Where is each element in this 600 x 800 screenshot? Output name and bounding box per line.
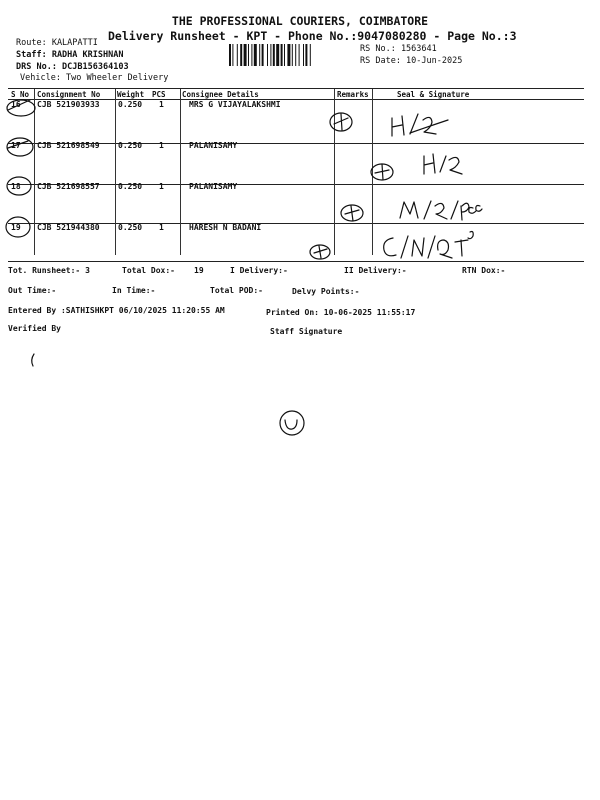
i-delivery: I Delivery:- bbox=[230, 266, 288, 275]
rs-number: RS No.: 1563641 bbox=[360, 44, 437, 54]
company-title: THE PROFESSIONAL COURIERS, COIMBATORE bbox=[171, 14, 429, 28]
column-header-weight: Weight bbox=[117, 90, 145, 99]
route-label: Route: KALAPATTI bbox=[16, 38, 98, 48]
column-header-sno: S No bbox=[11, 90, 30, 99]
row-consignment-no: CJB 521698549 bbox=[37, 141, 100, 150]
in-time: In Time:- bbox=[112, 286, 156, 295]
total-runsheet: Tot. Runsheet:- 3 bbox=[8, 266, 90, 275]
row-weight: 0.250 bbox=[118, 100, 143, 109]
out-time: Out Time:- bbox=[8, 286, 57, 295]
column-header-remarks: Remarks bbox=[337, 90, 369, 99]
barcode-icon bbox=[229, 44, 353, 66]
staff-label: Staff: RADHA KRISHNAN bbox=[16, 50, 124, 60]
staff-signature-label: Staff Signature bbox=[270, 327, 343, 336]
column-divider bbox=[372, 89, 373, 255]
column-divider bbox=[180, 89, 181, 255]
verified-by: Verified By bbox=[8, 324, 61, 333]
signature-stroke bbox=[424, 154, 462, 174]
signature-stroke bbox=[392, 114, 436, 136]
signature-stroke bbox=[400, 201, 482, 220]
total-pod: Total POD:- bbox=[210, 286, 263, 295]
rtn-dox: RTN Dox:- bbox=[462, 266, 506, 275]
row-consignment-no: CJB 521903933 bbox=[37, 100, 100, 109]
remarks-mark bbox=[341, 205, 363, 221]
ii-delivery: II Delivery:- bbox=[344, 266, 407, 275]
row-consignment-no: CJB 521944380 bbox=[37, 223, 100, 232]
row-pcs: 1 bbox=[159, 141, 164, 150]
row-consignee: PALANISAMY bbox=[189, 141, 238, 150]
column-header-consignment: Consignment No bbox=[37, 90, 101, 99]
row-weight: 0.250 bbox=[118, 182, 143, 191]
rs-date: RS Date: 10-Jun-2025 bbox=[360, 56, 463, 66]
column-divider bbox=[34, 89, 35, 255]
row-weight: 0.250 bbox=[118, 223, 143, 232]
remarks-mark bbox=[310, 245, 330, 259]
row-pcs: 1 bbox=[159, 100, 164, 109]
row-consignee: HARESH N BADANI bbox=[189, 223, 262, 232]
row-sno: 19 bbox=[11, 223, 21, 232]
column-divider bbox=[334, 89, 335, 255]
row-consignee: MRS G VIJAYALAKSHMI bbox=[189, 100, 281, 109]
column-divider bbox=[115, 89, 116, 255]
row-sno: 16 bbox=[11, 100, 21, 109]
row-consignment-no: CJB 521698557 bbox=[37, 182, 100, 191]
row-pcs: 1 bbox=[159, 223, 164, 232]
circled-mark bbox=[280, 411, 304, 435]
row-consignee: PALANISAMY bbox=[189, 182, 238, 191]
table-bottom-rule bbox=[8, 261, 584, 262]
row-sno: 17 bbox=[11, 141, 21, 150]
total-dox-value: 19 bbox=[194, 266, 204, 275]
printed-on: Printed On: 10-06-2025 11:55:17 bbox=[266, 308, 416, 317]
row-weight: 0.250 bbox=[118, 141, 143, 150]
table-top-rule bbox=[8, 88, 584, 89]
column-header-consignee: Consignee Details bbox=[182, 90, 259, 99]
row-pcs: 1 bbox=[159, 182, 164, 191]
signature-stroke bbox=[384, 232, 474, 259]
runsheet-subtitle: Delivery Runsheet - KPT - Phone No.:9047080280 - Page No.:3 bbox=[108, 29, 517, 43]
vehicle-label: Vehicle: Two Wheeler Delivery bbox=[20, 73, 169, 83]
column-header-seal-signature: Seal & Signature bbox=[397, 90, 470, 99]
remarks-mark bbox=[371, 164, 393, 180]
stray-mark bbox=[32, 354, 34, 366]
delivery-points: Delvy Points:- bbox=[292, 287, 360, 296]
drs-number: DRS No.: DCJB156364103 bbox=[16, 62, 129, 72]
entered-by: Entered By :SATHISHKPT 06/10/2025 11:20:55 AM bbox=[8, 306, 225, 315]
row-sno: 18 bbox=[11, 182, 21, 191]
column-header-pcs: PCS bbox=[152, 90, 166, 99]
total-dox-label: Total Dox:- bbox=[122, 266, 175, 275]
